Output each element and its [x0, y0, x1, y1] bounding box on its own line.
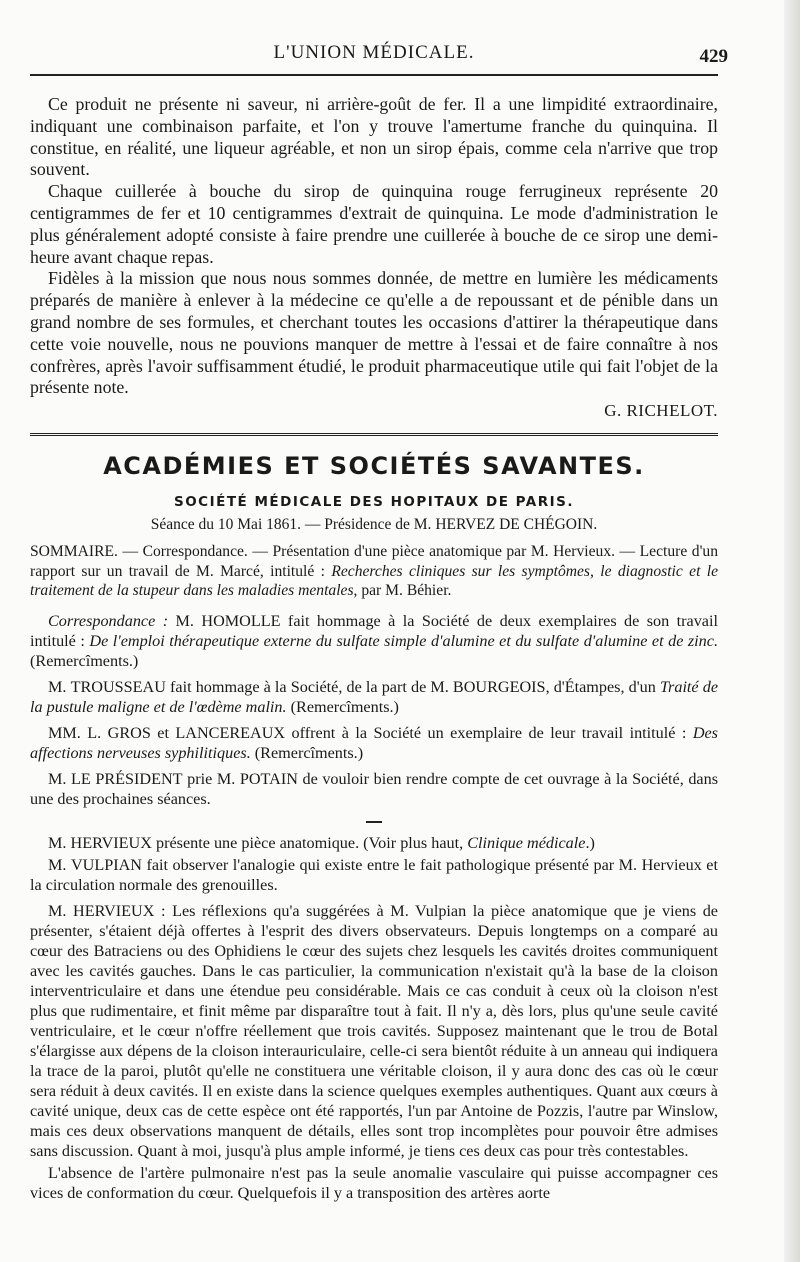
text-run: (Remercîments.) [250, 743, 364, 762]
session-president: HERVEZ DE CHÉGOIN [435, 516, 594, 534]
minutes-paragraph [30, 769, 718, 809]
work-title: Des affections nerveuses syphilitiques. [30, 723, 718, 762]
section-title: ACADÉMIES ET SOCIÉTÉS SAVANTES. [103, 452, 645, 481]
text-run: : Les réflexions qu'a suggérées à M. Vulpian la pièce anatomique que je viens de présenter, s'étaient déjà offertes à l'esprit des divers observateurs. Depuis longtemps on a comparé au cœur des Batraciens ou des Ophidiens le cœur des sujets chez lesquels les cavités droites communiquent avec les cavités gauches. Dans le cas particulier, la communication n'existait qu'à la base de la cloison interventriculaire et dans une étendue peu considérable. Mais ce cas conduit à ceux où la cloison n'est plus que rudimentaire, et finit même par disparaître tout à fait. Il n'y a, dès lors, plus qu'une seule cavité ventriculaire, et le cœur n'offre réellement que trois cavités. Supposez maintenant que le trou de Botal s'élargisse aux dépens de la cloison interauriculaire, celle-ci sera bientôt réduite à un anneau qui indiquera la trace de la paroi, plutôt qu'elle ne constituera une véritable cloison, il y aura donc des cas où le cœur sera réduit à deux cavités. Il en existe dans la science quelques exemples authentiques. Quant aux cœurs à cavité unique, deux cas de cette espèce ont été rapportés, l'un par Antoine de Pozzis, l'autre par Winslow, mais ces deux observations manquent de détails, elles sont trop incomplètes pour pouvoir être admises sans discussion. Quant à moi, jusqu'à plus ample informé, je tiens ces deux cas pour très contestables. [30, 901, 718, 1160]
person-name: GROS [107, 723, 151, 742]
text-run: M. [48, 677, 71, 696]
text-run: présente une pièce anatomique. (Voir plus haut, [151, 833, 468, 852]
text-run: fait hommage à la Société, de la part de M. [165, 677, 453, 696]
page-gutter-shadow [784, 0, 800, 1262]
session-line [30, 516, 718, 534]
minutes-paragraph [30, 677, 718, 717]
person-name: VULPIAN [70, 855, 142, 874]
session-suffix: . [593, 516, 598, 534]
header-rule [30, 74, 718, 76]
text-run: M. [48, 833, 71, 852]
summary [30, 542, 718, 601]
text-run: , d'Étampes, d'un [545, 677, 660, 696]
work-title: Traité de la pustule maligne et de l'œdème malin. [30, 677, 719, 716]
summary-label: SOMMAIRE. [30, 543, 118, 561]
article-paragraph: Chaque cuillerée à bouche du sirop de quinquina rouge ferrugineux représente 20 centigrammes de fer et 10 centigrammes d'extrait de quinquina. Le mode d'administration le plus généralement adopté consiste à faire prendre une cuillerée à bouche de ce sirop une demi-heure avant chaque repas. [30, 181, 718, 267]
text-run: offrent à la Société un exemplaire de leur travail intitulé : [285, 723, 693, 742]
author-signature: G. RICHELOT. [604, 401, 718, 421]
person-name: TROUSSEAU [70, 677, 166, 696]
text-run: M. [48, 769, 71, 788]
article-paragraph: Fidèles à la mission que nous nous sommes donnée, de mettre en lumière les médicaments préparés de manière à enlever à la médecine ce qu'elle a de repoussant et de pénible dans un grand nombre de ses formules, et cherchant toutes les occasions d'attirer la thérapeutique dans cette voie nouvelle, nous ne pouvions manquer de mettre à l'essai et de faire connaître à nos confrères, après l'avoir suffisamment étudié, le produit pharmaceutique utile qui fait l'objet de la présente note. [30, 268, 718, 398]
text-run: M. [48, 901, 74, 920]
text-run: de vouloir bien rendre compte de cet ouvrage à la Société, dans une des prochaines séances. [30, 769, 718, 808]
summary-text: — Correspondance. — Présentation d'une pièce anatomique par M. Hervieux. — Lecture d'un rapport sur un travail de M. Marcé, intitulé : [30, 543, 718, 580]
minutes-paragraph [30, 855, 718, 895]
short-divider [366, 821, 382, 823]
session-prefix: Séance du 10 Mai 1861. — Présidence de M. [150, 516, 436, 534]
correspondence-label: Correspondance : [48, 611, 169, 630]
minutes [30, 611, 718, 1203]
text-run: (Remercîments.) [30, 651, 139, 670]
running-title: L'UNION MÉDICALE. [273, 42, 475, 63]
person-name: LANCEREAUX [175, 723, 286, 742]
minutes-paragraph [30, 611, 718, 671]
text-run: fait observer l'analogie qui existe entre le fait pathologique présenté par M. Hervieux et la circulation normale des grenouilles. [30, 855, 718, 894]
person-name: POTAIN [239, 769, 298, 788]
text-run: fait hommage à la Société de deux exemplaires de son travail intitulé : [30, 611, 718, 650]
minutes-paragraph [30, 833, 718, 853]
page-header [30, 38, 728, 72]
person-name: BOURGEOIS [452, 677, 546, 696]
text-run: prie M. [182, 769, 240, 788]
article-body [30, 94, 718, 421]
summary-title: Recherches cliniques sur les symptômes, le diagnostic et le traitement de la stupeur dans les maladies mentales [30, 562, 719, 600]
page-number: 429 [699, 46, 728, 67]
text-run: M. [48, 855, 71, 874]
work-title: De l'emploi thérapeutique externe du sulfate simple d'alumine et du sulfate d'alumine et de zinc. [89, 631, 719, 650]
text-run: MM. L. [48, 723, 108, 742]
person-name: HOMOLLE [201, 611, 281, 630]
article-paragraph: Ce produit ne présente ni saveur, ni arrière-goût de fer. Il a une limpidité extraordinaire, indiquant une combinaison parfaite, et l'on y trouve l'amertume franche du quinquina. Il constitue, en réalité, une liqueur agréable, et non un sirop épais, comme cela n'arrive que trop souvent. [30, 94, 718, 180]
section-divider [30, 433, 718, 436]
society-title: SOCIÉTÉ MÉDICALE DES HOPITAUX DE PARIS. [173, 494, 575, 511]
text-run: et [150, 723, 176, 742]
work-title: Clinique médicale [467, 833, 586, 852]
text-run: M. [168, 611, 202, 630]
person-name: LE PRÉSIDENT [71, 769, 183, 788]
text-run: (Remercîments.) [286, 697, 399, 716]
text-run: .) [585, 833, 595, 852]
person-name: HERVIEUX [70, 833, 152, 852]
minutes-paragraph [30, 901, 718, 1161]
summary-text-end: , par M. Béhier. [353, 582, 452, 600]
person-name: HERVIEUX [73, 901, 155, 920]
minutes-paragraph [30, 723, 718, 763]
minutes-paragraph: L'absence de l'artère pulmonaire n'est pas la seule anomalie vasculaire qui puisse accompagner ces vices de conformation du cœur. Quelquefois il y a transposition des artères aorte [30, 1163, 718, 1202]
